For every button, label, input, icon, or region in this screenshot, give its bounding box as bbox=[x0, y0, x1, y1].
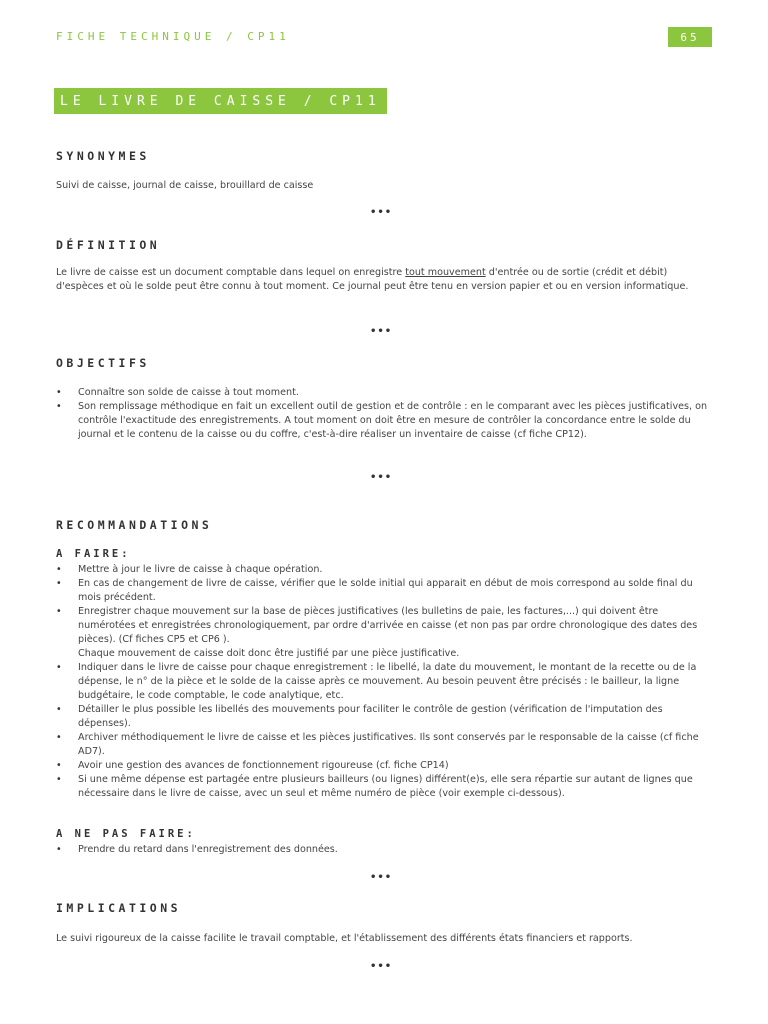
list-item: • Mettre à jour le livre de caisse à chaque opération. bbox=[56, 563, 714, 577]
definition-text-start: Le livre de caisse est un document comptable dans lequel on enregistre bbox=[56, 267, 406, 278]
a-faire-list bbox=[56, 563, 714, 801]
section-heading-objectifs: OBJECTIFS bbox=[56, 356, 150, 370]
synonymes-text: Suivi de caisse, journal de caisse, brouillard de caisse bbox=[56, 180, 314, 191]
section-separator: ••• bbox=[370, 872, 393, 883]
page-number-badge: 65 bbox=[668, 27, 712, 47]
section-heading-implications: IMPLICATIONS bbox=[56, 901, 182, 915]
definition-text-end: d'entrée ou de sortie (crédit et débit) d'espèces et où le solde peut être connu à tout moment. Ce journal peut être tenu en version papier et ou en version informatique. bbox=[56, 267, 689, 292]
list-item: • Prendre du retard dans l'enregistrement des données. bbox=[56, 843, 714, 857]
list-item: • Si une même dépense est partagée entre plusieurs bailleurs (ou lignes) différent(e)s, elle sera répartie sur autant de lignes que nécessaire dans le livre de caisse, avec un seul et même numéro de pièce (voir exemple ci-dessous). bbox=[56, 773, 714, 801]
document-title: LE LIVRE DE CAISSE / CP11 bbox=[54, 88, 387, 114]
definition-text bbox=[56, 266, 714, 294]
implications-text: Le suivi rigoureux de la caisse facilite le travail comptable, et l'établissement des différents états financiers et rapports. bbox=[56, 933, 633, 944]
subheading-a-faire: A FAIRE: bbox=[56, 548, 131, 560]
objectifs-list bbox=[56, 386, 714, 442]
section-separator: ••• bbox=[370, 326, 393, 337]
section-heading-recommandations: RECOMMANDATIONS bbox=[56, 518, 213, 532]
list-item-continuation: Chaque mouvement de caisse doit donc être justifié par une pièce justificative. bbox=[78, 648, 460, 659]
list-item: • Avoir une gestion des avances de fonctionnement rigoureuse (cf. fiche CP14) bbox=[56, 759, 714, 773]
list-item: • En cas de changement de livre de caisse, vérifier que le solde initial qui apparait en début de mois correspond au solde final du mois précédent. bbox=[56, 577, 714, 605]
a-ne-pas-faire-list bbox=[56, 843, 714, 857]
list-item: • Connaître son solde de caisse à tout moment. bbox=[56, 386, 714, 400]
definition-underlined-term: tout mouvement bbox=[405, 267, 486, 278]
section-separator: ••• bbox=[370, 207, 393, 218]
section-heading-synonymes: SYNONYMES bbox=[56, 149, 150, 163]
list-item: • Détailler le plus possible les libellés des mouvements pour faciliter le contrôle de gestion (vérification de l'imputation des dépenses). bbox=[56, 703, 714, 731]
section-separator: ••• bbox=[370, 961, 393, 972]
section-separator: ••• bbox=[370, 472, 393, 483]
list-item: • Indiquer dans le livre de caisse pour chaque enregistrement : le libellé, la date du mouvement, le montant de la recette ou de la dépense, le n° de la pièce et le solde de la caisse après ce mouvement. Au besoin peuvent être précisés : le bailleur, la ligne budgétaire, le code comptable, le code analytique, etc. bbox=[56, 661, 714, 703]
list-item: • Enregistrer chaque mouvement sur la base de pièces justificatives (les bulletins de paie, les factures,...) qui doivent être numérotées et enregistrées chronologiquement, par ordre d'arrivée en caisse (et non pas par ordre chronologique des dates des pièces). (Cf fiches CP5 et CP6 ). bbox=[56, 605, 714, 647]
list-item: • Archiver méthodiquement le livre de caisse et les pièces justificatives. Ils sont conservés par le responsable de la caisse (cf fiche AD7). bbox=[56, 731, 714, 759]
section-heading-definition: DÉFINITION bbox=[56, 238, 161, 252]
running-header-title: FICHE TECHNIQUE / CP11 bbox=[56, 30, 290, 43]
subheading-a-ne-pas-faire: A NE PAS FAIRE: bbox=[56, 828, 196, 840]
list-item: • Son remplissage méthodique en fait un excellent outil de gestion et de contrôle : en le comparant avec les pièces justificatives, on contrôle l'exactitude des enregistrements. A tout moment on doit être en mesure de contrôler la concordance entre le solde du journal et le contenu de la caisse ou du coffre, c'est-à-dire réaliser un inventaire de caisse (cf fiche CP12). bbox=[56, 400, 714, 442]
